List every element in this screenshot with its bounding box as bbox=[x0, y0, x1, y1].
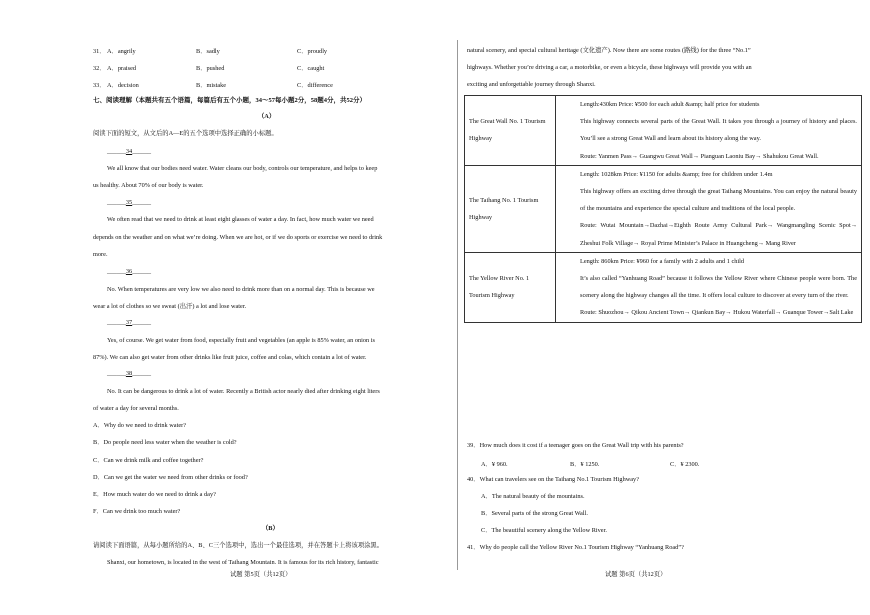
choice-32-num: 32． bbox=[93, 65, 106, 72]
choice-33-a: A．decision bbox=[107, 82, 139, 89]
paragraph-36-line-1: No. When temperatures are very low we also need to drink more than on a normal day. This is because we bbox=[107, 286, 375, 293]
route-great-wall-route: Route: Yanmen Pass→ Guangwu Great Wall→ Pianguan Laoniu Bay→ Shahukou Great Wall. bbox=[580, 152, 819, 160]
choice-32-c: C．caught bbox=[297, 65, 325, 72]
option-d: D．Can we get the water we need from other drinks or food? bbox=[93, 474, 248, 481]
route-desc-yellow-river bbox=[556, 252, 862, 322]
route-name-yellow-river: The Yellow River No. 1 Tourism Highway bbox=[465, 252, 556, 322]
choice-33-c: C．difference bbox=[297, 82, 333, 89]
route-row-yellow-river bbox=[465, 252, 862, 322]
paragraph-37-line-1: Yes, of course. We get water from food, especially fruit and vegetables (an apple is 85% water, an onion is bbox=[107, 337, 375, 344]
intro-line-3: exciting and unforgettable journey through Shanxi. bbox=[467, 81, 596, 88]
paragraph-34-line-1: We all know that our bodies need water. Water cleans our body, controls our temperature, and helps to keep bbox=[107, 165, 378, 172]
blank-36: ______36______ bbox=[107, 268, 152, 275]
blank-38: ______38______ bbox=[107, 370, 152, 377]
choice-31-b: B．sadly bbox=[196, 48, 220, 55]
route-name-great-wall: The Great Wall No. 1 Tourism Highway bbox=[465, 96, 556, 166]
option-f: F．Can we drink too much water? bbox=[93, 508, 181, 515]
left-page-footer: 试题 第5页（共12页） bbox=[230, 571, 292, 578]
paragraph-35-line-2: depends on the weather and on what we’re doing. When we are hot, or if we do sports or exercise we need to drink bbox=[93, 234, 383, 241]
paragraph-38-line-1: No. It can be dangerous to drink a lot of water. Recently a British actor nearly died after drinking eight liters bbox=[107, 388, 380, 395]
choice-31-a: 31． bbox=[93, 48, 106, 55]
question-40-option-a: A．The natural beauty of the mountains. bbox=[481, 493, 585, 500]
paragraph-35-line-3: more. bbox=[93, 251, 108, 258]
option-a: A．Why do we need to drink water? bbox=[93, 422, 187, 429]
right-page-footer: 试题 第6页（共12页） bbox=[605, 571, 667, 578]
choice-33-b: B．mistake bbox=[196, 82, 227, 89]
paragraph-34-line-2: us healthy. About 70% of our body is water. bbox=[93, 182, 204, 189]
part-b-first-line: Shanxi, our hometown, is located in the west of Taihang Mountain. It is famous for its rich history, fantastic bbox=[107, 559, 379, 566]
choice-31-c: C．proudly bbox=[297, 48, 328, 55]
choice-33-num: 33． bbox=[93, 82, 106, 89]
choice-32-a: A．praised bbox=[107, 65, 137, 72]
route-desc-taihang bbox=[556, 165, 862, 252]
route-yellow-river-length: Length: 860km Price: ¥960 for a family with 2 adults and 1 child bbox=[580, 257, 745, 265]
paragraph-35-line-1: We often read that we need to drink at least eight glasses of water a day. In fact, how much water we need bbox=[107, 216, 374, 223]
question-40-option-b: B．Several parts of the strong Great Wall. bbox=[481, 510, 588, 517]
route-yellow-river-route: Route: Shuozhou→ Qikou Ancient Town→ Qiankun Bay→ Hukou Waterfall→ Guanque Tower→Salt Lake bbox=[580, 309, 854, 317]
part-a-title: （A） bbox=[258, 113, 276, 120]
intro-line-1: natural scenery, and special cultural heritage (文化遗产). Now there are some routes (路线) for the three “No.1” bbox=[467, 47, 751, 54]
option-e: E．How much water do we need to drink a day? bbox=[93, 491, 216, 498]
route-row-great-wall bbox=[465, 96, 862, 166]
blank-37: ______37______ bbox=[107, 319, 152, 326]
question-39-option-a: A．¥ 960. bbox=[481, 461, 508, 468]
question-39: 39．How much does it cost if a teenager goes on the Great Wall trip with his parents? bbox=[467, 442, 684, 449]
blank-35: ______35______ bbox=[107, 199, 152, 206]
option-b: B．Do people need less water when the weather is cold? bbox=[93, 439, 237, 446]
question-39-option-c: C．¥ 2300. bbox=[670, 461, 700, 468]
route-name-taihang: The Taihang No. 1 Tourism Highway bbox=[465, 165, 556, 252]
paragraph-36-line-2: wear a lot of clothes so we sweat (出汗) a lot and lose water. bbox=[93, 303, 247, 310]
section-title: 七、阅读理解（本题共有五个语篇，每篇后有五个小题，34～57每小题2分，58题4分，共52分） bbox=[93, 97, 366, 104]
part-b-title: （B） bbox=[262, 525, 279, 532]
question-40: 40．What can travelers see on the Taihang No.1 Tourism Highway? bbox=[467, 476, 640, 483]
blank-34: ______34______ bbox=[107, 148, 152, 155]
routes-table bbox=[464, 95, 862, 323]
route-great-wall-length: Length:430km Price: ¥500 for each adult &amp; half price for students bbox=[580, 101, 760, 108]
route-taihang-description: This highway offers an exciting drive through the great Taihang Mountains. You can enjoy the natural beauty of the mountains and experience the special culture and traditions of the local people. bbox=[580, 188, 857, 213]
route-great-wall-description: This highway connects several parts of the Great Wall. It takes you through a journey of history and places. You’ll see a strong Great Wall and learn about its history along the way. bbox=[580, 118, 857, 143]
choice-31-a-text: A．angrily bbox=[107, 48, 136, 55]
paragraph-37-line-2: 87%). We can also get water from other drinks like fruit juice, coffee and colas, which contain a lot of water. bbox=[93, 354, 367, 361]
route-row-taihang bbox=[465, 165, 862, 252]
paragraph-38-line-2: of water a day for several months. bbox=[93, 405, 179, 412]
option-c: C．Can we drink milk and coffee together? bbox=[93, 457, 204, 464]
route-yellow-river-description: It’s also called “Yanhuang Road” because it follows the Yellow River where Chinese people were born. The scenery along the highway changes all the time. It offers local culture to discover at every turn of the river. bbox=[580, 275, 857, 300]
choice-32-b: B．pushed bbox=[196, 65, 225, 72]
part-b-instruction: 请阅读下面语篇，从每小题所给的A、B、C三个选项中，选出一个最佳选项，并在答题卡上将该项涂黑。 bbox=[93, 542, 384, 549]
route-taihang-length: Length: 1028km Price: ¥1150 for adults &amp; free for children under 1.4m bbox=[580, 170, 773, 178]
intro-line-2: highways. Whether you’re driving a car, a motorbike, or even a bicycle, these highways will provide you with an bbox=[467, 64, 752, 71]
route-desc-great-wall bbox=[556, 96, 862, 166]
question-39-option-b: B．¥ 1250. bbox=[570, 461, 600, 468]
route-taihang-route: Route: Wutai Mountain→Dazhai→Eighth Route Army Cultural Park→ Wangmangling Scenic Spot→ Zheshui Folk Village→ Royal Prime Minister’s Palace in Huangcheng→ Mang River bbox=[580, 222, 857, 247]
question-41: 41．Why do people call the Yellow River No.1 Tourism Highway “Yanhuang Road”? bbox=[467, 544, 684, 551]
part-a-instruction: 阅读下面的短文，从文后的A—E的五个选项中选择正确的小标题。 bbox=[93, 130, 278, 137]
question-40-option-c: C．The beautiful scenery along the Yellow River. bbox=[481, 527, 607, 534]
